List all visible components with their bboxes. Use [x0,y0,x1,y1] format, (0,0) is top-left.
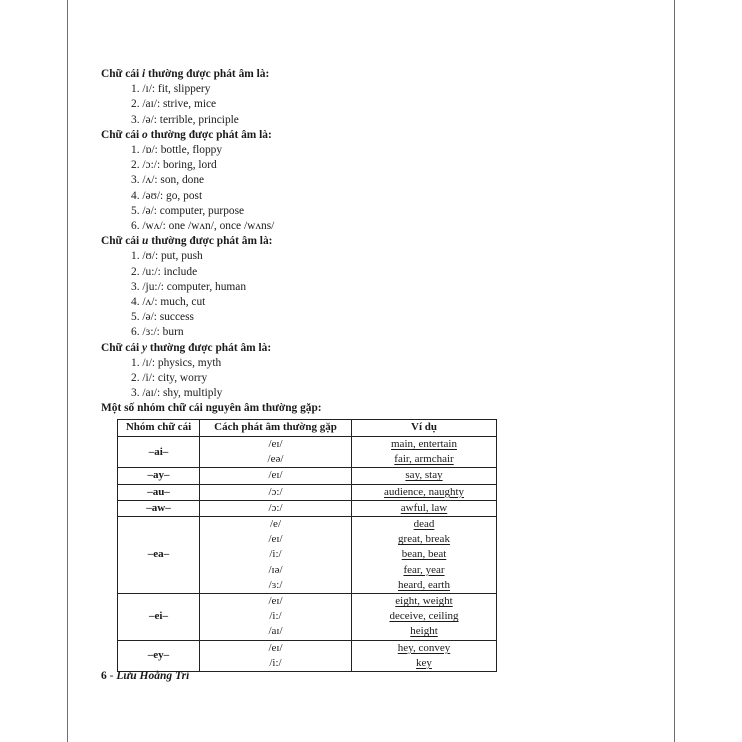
list-item: 3. /ju:/: computer, human [131,280,247,293]
list-item: 3. /ə/: terrible, principle [131,113,239,126]
example-line: height [410,625,438,638]
letter-group-cell: –ei– [118,594,200,641]
table-header-row [118,420,497,437]
list-item: 1. /ɪ/: physics, myth [131,356,222,369]
letter-group-cell: –ai– [118,437,200,468]
sounds-cell [200,437,352,468]
sounds-cell [200,594,352,641]
sound-line: /ɔ:/ [268,501,283,514]
letter-group-cell: –aw– [118,500,200,516]
sound-line: /aɪ/ [268,625,283,638]
list-item: 1. /ɒ/: bottle, floppy [131,144,223,157]
sounds-cell [200,517,352,594]
list-item: 4. /ʌ/: much, cut [131,296,206,309]
pronunciation-list [101,82,541,128]
heading-prefix: Chữ cái [101,235,143,248]
header-group: Nhóm chữ cái [118,420,200,437]
examples-cell [352,500,497,516]
example-line: hey, convey [397,641,451,654]
table-row [118,640,497,671]
section-heading [101,128,541,143]
section-heading [101,341,541,356]
sounds-cell [200,484,352,500]
sound-line: /i:/ [269,656,282,669]
sound-line: /ɪə/ [268,563,283,576]
sound-line: /eɪ/ [268,533,283,546]
example-line: fear, year [403,563,445,576]
sound-line: /eɪ/ [268,641,283,654]
heading-prefix: Chữ cái [101,68,143,80]
example-line: fair, armchair [394,453,454,466]
letter-group-cell: –ey– [118,640,200,671]
example-line: key [416,656,432,669]
heading-prefix: Chữ cái [101,341,143,354]
heading-letter: u [142,235,149,248]
author-name: Lưu Hoằng Trí [116,670,190,682]
heading-suffix: thường được phát âm là: [147,341,272,354]
list-item: 3. /aɪ/: shy, multiply [131,387,223,400]
sound-line: /e/ [270,518,281,531]
example-line: bean, beat [401,548,447,561]
examples-cell [352,640,497,671]
heading-letter: o [142,128,148,141]
pronunciation-list [101,143,541,234]
examples-cell [352,517,497,594]
example-line: say, stay [405,469,443,482]
sound-line: /eɪ/ [268,438,283,450]
heading-suffix: thường được phát âm là: [148,235,273,248]
section-heading [101,67,541,82]
page-number: 6 [101,670,107,682]
example-line: main, entertain [391,438,457,450]
footer-separator: - [106,670,117,682]
examples-cell [352,468,497,484]
letter-group-cell: –ay– [118,468,200,484]
letter-group-cell: –ea– [118,517,200,594]
example-line: deceive, ceiling [389,610,459,623]
heading-suffix: thường được phát âm là: [145,68,270,80]
pronunciation-list [101,356,541,402]
table-row [118,500,497,516]
table-row [118,437,497,468]
heading-prefix: Chữ cái [101,128,143,141]
list-item: 5. /ə/: success [131,311,194,324]
list-item: 2. /aɪ/: strive, mice [131,98,217,111]
table-heading-wrap [101,401,541,416]
sounds-cell [200,500,352,516]
table-row [118,517,497,594]
sound-line: /eə/ [267,453,284,466]
table-row [118,468,497,484]
sound-line: /i:/ [269,548,282,561]
heading-letter: y [142,341,148,354]
table-row [118,484,497,500]
heading-letter: i [142,68,146,80]
section-heading [101,234,541,249]
sounds-cell [200,468,352,484]
list-item: 1. /ʊ/: put, push [131,250,203,263]
letter-group-cell: –au– [118,484,200,500]
sound-line: /i:/ [269,610,282,623]
header-examples: Ví dụ [352,420,497,437]
sound-line: /ɔ:/ [268,485,283,498]
header-pronunciation: Cách phát âm thường gặp [200,420,352,437]
examples-cell [352,594,497,641]
table-row [118,594,497,641]
sounds-cell [200,640,352,671]
sound-line: /ɜ:/ [268,578,283,591]
list-item: 1. /ɪ/: fit, slippery [131,83,211,96]
list-item: 2. /i/: city, worry [131,372,208,385]
list-item: 3. /ʌ/: son, done [131,174,205,187]
list-item: 4. /əʊ/: go, post [131,189,203,202]
table-body [118,437,497,672]
vowel-groups-table [117,419,497,672]
sound-line: /eɪ/ [268,469,283,482]
list-item: 6. /wʌ/: one /wʌn/, once /wʌns/ [131,220,275,233]
heading-suffix: thường được phát âm là: [147,128,272,141]
list-item: 2. /ɔ:/: boring, lord [131,159,217,172]
table-heading: Một số nhóm chữ cái nguyên âm thường gặp: [101,402,322,414]
example-line: great, break [398,533,450,546]
example-line: eight, weight [395,595,453,608]
sound-line: /eɪ/ [268,595,283,608]
examples-cell [352,484,497,500]
example-line: awful, law [400,501,448,514]
page-content [101,67,541,401]
examples-cell [352,437,497,468]
example-line: heard, earth [398,578,450,591]
list-item: 2. /u:/: include [131,265,198,278]
list-item: 6. /ɜ:/: burn [131,326,184,339]
pronunciation-list [101,249,541,340]
example-line: audience, naughty [383,485,465,498]
page-footer [101,670,189,682]
list-item: 5. /ə/: computer, purpose [131,204,245,217]
example-line: dead [413,518,435,531]
